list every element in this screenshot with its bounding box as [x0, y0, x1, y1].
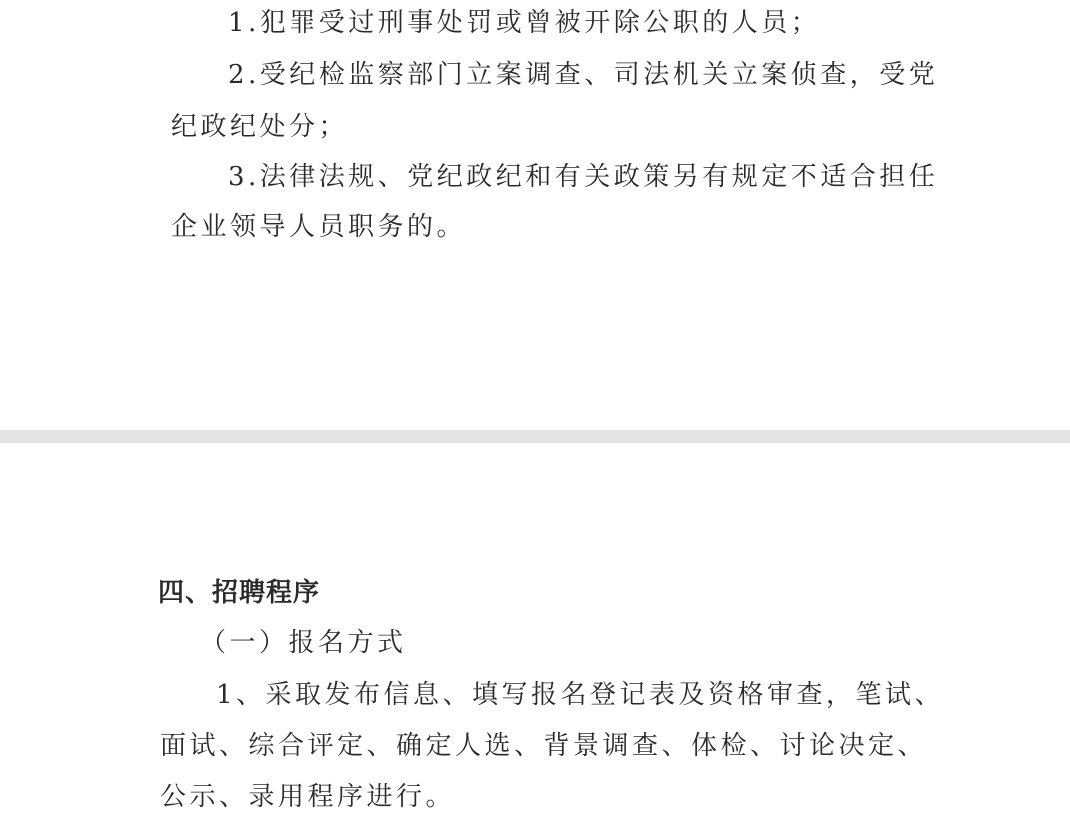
- list-item-3: 3.法律法规、党纪政纪和有关政策另有规定不适合担任: [228, 162, 939, 192]
- list-item-2: 2.受纪检监察部门立案调查、司法机关立案侦查，受党: [228, 60, 939, 90]
- section-title: 四、招聘程序: [158, 578, 321, 608]
- list-item-1: 1.犯罪受过刑事处罚或曾被开除公职的人员；: [228, 8, 821, 38]
- subsection-title: （一）报名方式: [200, 628, 407, 658]
- document-page-2: [0, 443, 1070, 832]
- paragraph-line-2: 面试、综合评定、确定人选、背景调查、体检、讨论决定、: [160, 731, 928, 761]
- list-item-3-continuation: 企业领导人员职务的。: [171, 212, 467, 242]
- page-separator: [0, 430, 1070, 443]
- list-item-2-continuation: 纪政纪处分；: [171, 112, 349, 142]
- paragraph-line-1: 1、采取发布信息、填写报名登记表及资格审查，笔试、: [216, 680, 945, 710]
- paragraph-line-3: 公示、录用程序进行。: [160, 782, 456, 812]
